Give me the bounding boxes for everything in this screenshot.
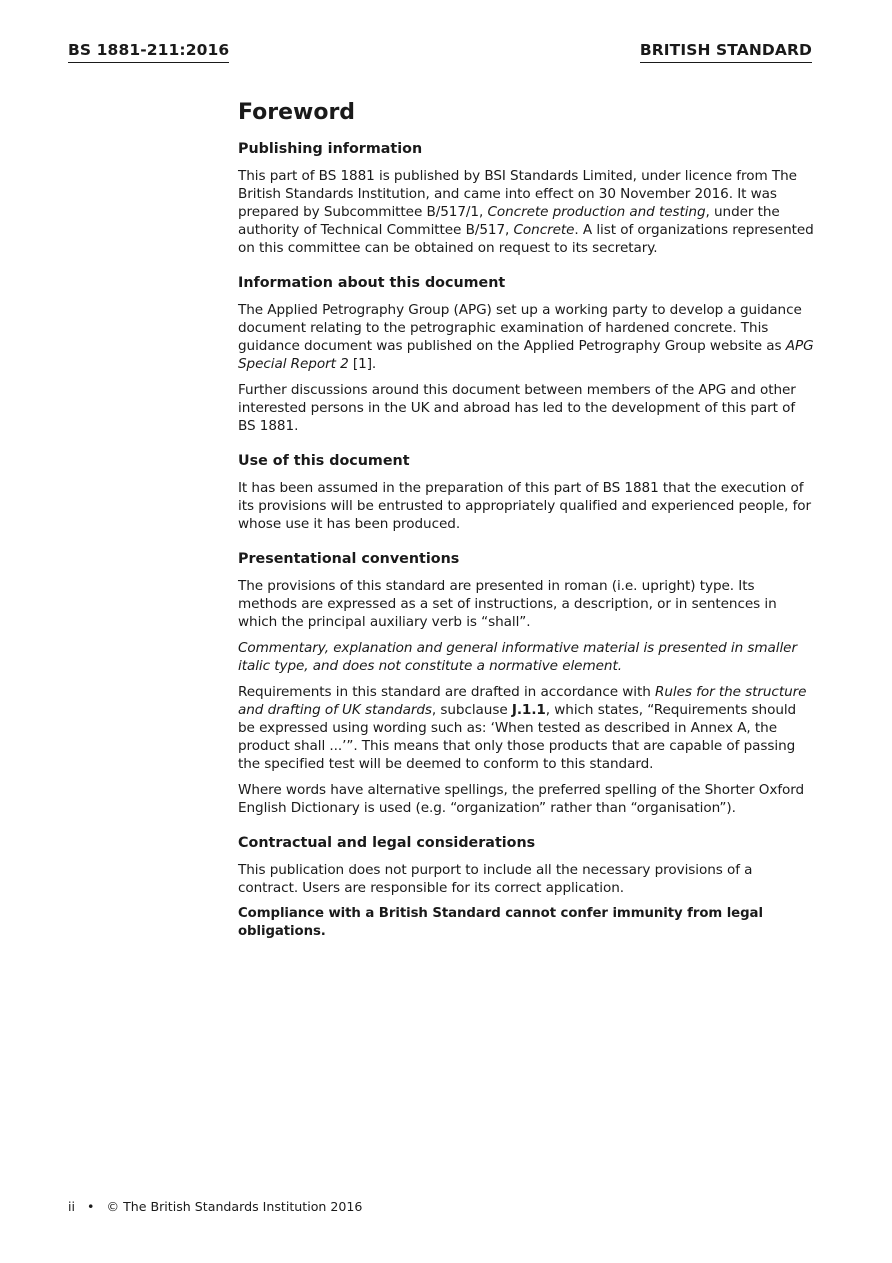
text-run: The Applied Petrography Group (APG) set up a working party to develop a guidance document relating to the petrographic examination of hardened concrete. This guidance document was published on the Applied Petrography Group website as [238,302,802,354]
section-heading-publishing: Publishing information [238,141,423,157]
committee-title: Concrete [513,222,575,238]
footer-bullet: • [87,1199,95,1214]
subclause-ref: J.1.1 [511,702,546,718]
page-title: Foreword [238,100,356,125]
text-run: This part of BS 1881 is published by BSI Standards Limited, under licence from The British Standards Institution, and came into effect on 30 November 2016. It was prepared by Subcommittee B/517/1, [238,168,797,220]
text-run: , subclause [431,702,512,718]
conventions-paragraph-2: Commentary, explanation and general informative material is presented in smaller italic type, and does not constitute a normative element. [238,640,797,674]
page-footer [68,1199,362,1215]
rules-title: Rules for the structure and drafting of UK standards [238,684,807,718]
text-run: Requirements in this standard are drafted in accordance with [238,684,655,700]
text-run: , under the authority of Technical Committee B/517, [238,204,780,238]
section-heading-use: Use of this document [238,453,410,469]
use-paragraph: It has been assumed in the preparation of this part of BS 1881 that the execution of its provisions will be entrusted to appropriately qualified and experienced people, for whose use it has been produced. [238,480,812,532]
conventions-paragraph-4: Where words have alternative spellings, the preferred spelling of the Shorter Oxford English Dictionary is used (e.g. “organization” rather than “organisation”). [238,782,805,816]
copyright-notice: © The British Standards Institution 2016 [106,1199,363,1214]
conventions-paragraph-1: The provisions of this standard are presented in roman (i.e. upright) type. Its methods are expressed as a set of instructions, a description, or in sentences in which the principal auxiliary verb is “shall”. [238,578,777,630]
section-heading-info: Information about this document [238,275,506,291]
text-run: . A list of organizations represented on this committee can be obtained on request to its secretary. [238,222,814,256]
text-run: [1]. [348,356,377,372]
legal-paragraph-2: Compliance with a British Standard cannot confer immunity from legal obligations. [238,906,763,939]
subcommittee-title: Concrete production and testing [487,204,706,220]
section-heading-conventions: Presentational conventions [238,551,460,567]
conventions-paragraph-3 [238,683,814,773]
info-paragraph-1 [238,301,814,373]
legal-paragraph-1: This publication does not purport to include all the necessary provisions of a contract. Users are responsible for its correct application. [238,862,753,896]
publishing-paragraph [238,167,814,257]
text-run: , which states, “Requirements should be expressed using wording such as: ‘When tested as described in Annex A, the product shall ...’”. This means that only those products that are capable of passing the specified test will be deemed to conform to this standard. [238,702,797,772]
report-title: APG Special Report 2 [238,338,814,372]
section-heading-legal: Contractual and legal considerations [238,835,536,851]
info-paragraph-2: Further discussions around this document between members of the APG and other interested persons in the UK and abroad has led to the development of this part of BS 1881. [238,382,796,434]
header-doc-id: BS 1881-211:2016 [68,40,229,63]
header-standard-label: BRITISH STANDARD [640,40,812,63]
page-number: ii [68,1199,75,1214]
foreword-content [238,98,814,949]
